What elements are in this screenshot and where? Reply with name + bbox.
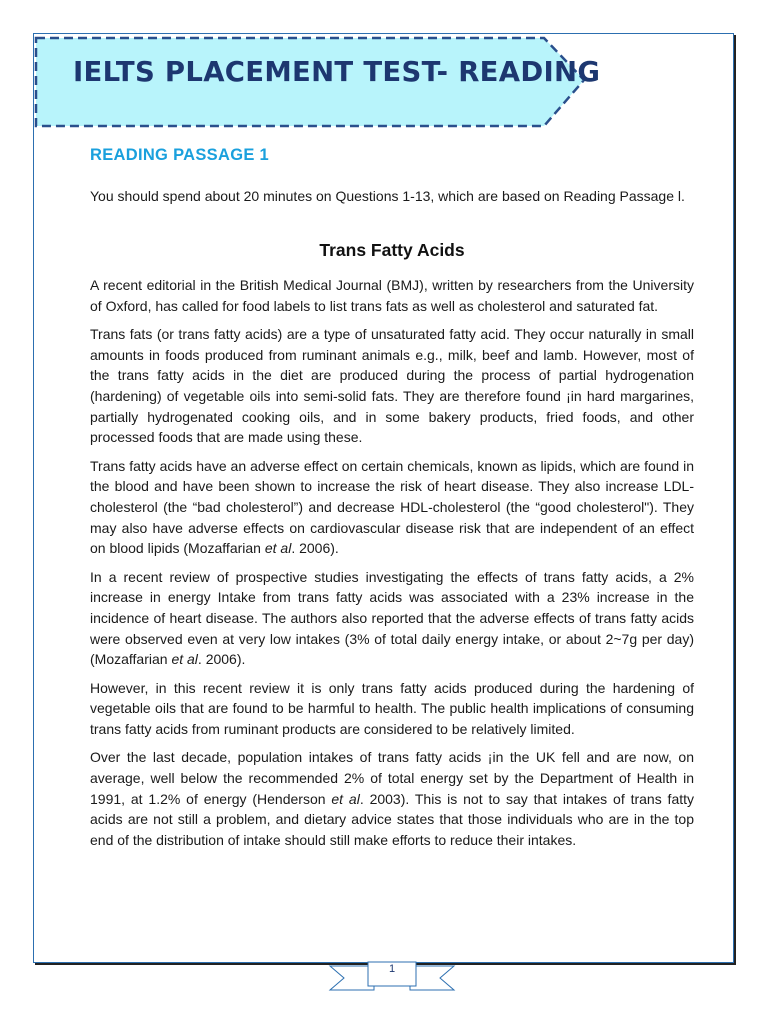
- paragraph-1: A recent editorial in the British Medical Journal (BMJ), written by researchers from the University of Oxford, has called for food labels to list trans fats as well as cholesterol and saturated fat.: [90, 277, 694, 314]
- article-body: [90, 275, 694, 858]
- page-title: IELTS PLACEMENT TEST- READING: [73, 56, 601, 88]
- paragraph-2: Trans fats (or trans fatty acids) are a type of unsaturated fatty acid. They occur naturally in small amounts in foods produced from ruminant animals e.g., milk, beef and lamb. However, most of the trans fatty acids in the diet are produced during the process of partial hydrogenation (hardening) of vegetable oils into semi-solid fats. They are therefore found ¡in hard margarines, partially hydrogenated cooking oils, and in some bakery products, fried foods, and other processed foods that are made using these.: [90, 326, 694, 446]
- citation-et-al: et al: [264, 540, 292, 557]
- page-number: 1: [388, 963, 396, 975]
- citation-et-al: et al: [171, 651, 198, 668]
- article-title: Trans Fatty Acids: [319, 240, 465, 260]
- citation-et-al: et al: [331, 790, 360, 807]
- paragraph-6: Over the last decade, population intakes of trans fatty acids ¡in the UK fell and are now, on average, well below the recommended 2% of total energy set by the Department of Health in 1991, at 1.2% of energy (Henderson et al. 2003). This is not to say that intakes of trans fatty acids are not still a problem, and dietary advice states that those individuals who are in the top end of the distribution of intake should still make efforts to reduce their intakes.: [90, 749, 695, 848]
- paragraph-5: However, in this recent review it is only trans fatty acids produced during the hardening of vegetable oils that are found to be harmful to health. The public health implications of consuming trans fatty acids from ruminant products are considered to be relatively limited.: [90, 679, 694, 737]
- paragraph-3: Trans fatty acids have an adverse effect on certain chemicals, known as lipids, which are found in the blood and have been shown to increase the risk of heart disease. They also increase LDL-cholesterol (the “bad cholesterol”) and decrease HDL-cholesterol (the “good cholesterol"). They may also have adverse effects on cardiovascular disease risk that are independent of an effect on blood lipids (Mozaffarian et al. 2006).: [90, 457, 694, 557]
- paragraph-4: In a recent review of prospective studies investigating the effects of trans fatty acids, a 2% increase in energy Intake from trans fatty acids was associated with a 23% increase in the incidence of heart disease. The authors also reported that the adverse effects of trans fatty acids were observed even at very low intakes (3% of total daily energy intake, or about 2~7g per day) (Mozaffarian et al. 2006).: [90, 568, 694, 668]
- passage-heading: READING PASSAGE 1: [90, 146, 269, 164]
- instructions-text: You should spend about 20 minutes on Questions 1-13, which are based on Reading Passage l.: [90, 188, 685, 204]
